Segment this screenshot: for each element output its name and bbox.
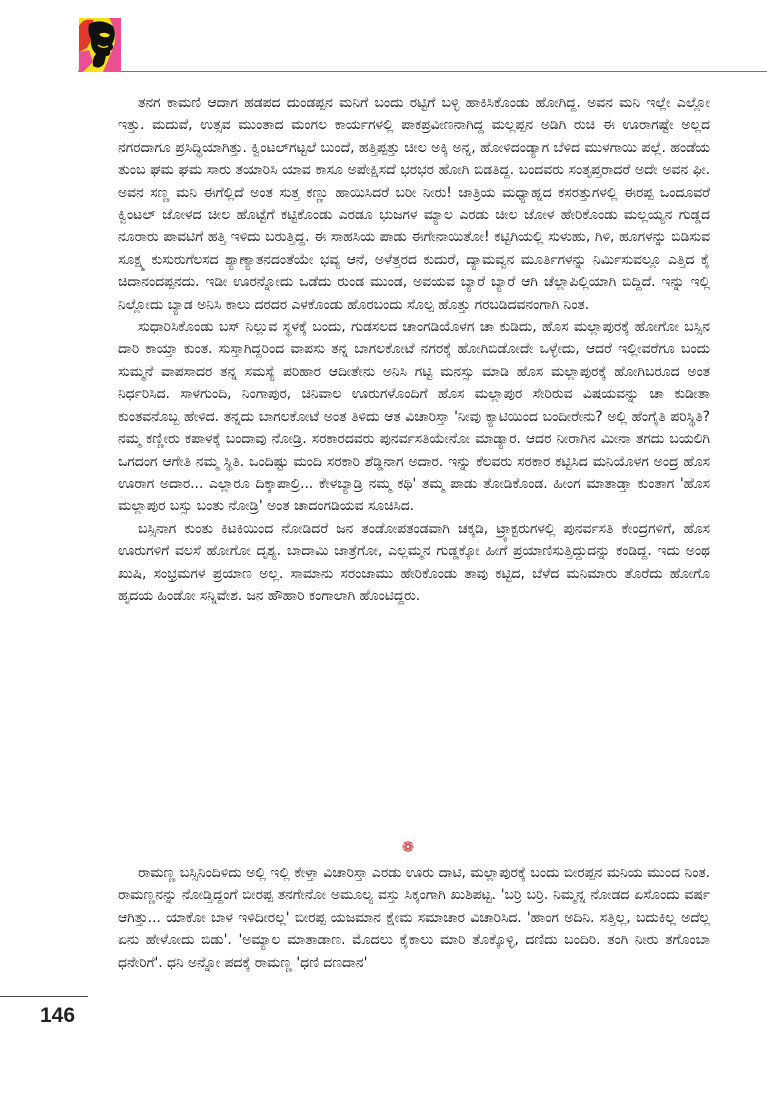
body-text-bottom [118,862,710,974]
page-number: 146 [40,1004,76,1027]
paragraph: ತನಗ ಕಾಮಣಿ ಆದಾಗ ಹಡಪದ ದುಂಡಪ್ಪನ ಮನಿಗೆ ಬಂದು ರಟ್ಟಿಗೆ ಬಳ್ಳಿ ಹಾಕಿಸಿಕೊಂಡು ಹೋಗಿದ್ದ. ಅವನ ಮನಿ ಇಲ್ಲೇ ಎಲ್ಲೋ ಇತ್ತು. ಮದುವೆ, ಉತ್ಸವ ಮುಂತಾದ ಮಂಗಲ ಕಾರ್ಯಗಳಲ್ಲಿ ಪಾಕಪ್ರವೀಣನಾಗಿದ್ದ ಮಲ್ಲಪ್ಪನ ಅಡಿಗಿ ರುಚಿ ಈ ಊರಾಗಷ್ಟೇ ಅಲ್ಲದ ನಗರದಾಗೂ ಪ್ರಸಿದ್ಧಿಯಾಗಿತ್ತು. ಕ್ವಿಂಟಲ್‌ಗಟ್ಟಲೆ ಬುಂದೆ, ಹತ್ತಿಪ್ಪತ್ತು ಚೀಲ ಅಕ್ಕಿ ಅನ್ನ, ಹೋಳಿದಂಡ್ಯಾಗ ಬೆಳಿದ ಮುಳಗಾಯಿ ಪಲ್ಲೆ. ಹಂಡೆಯ ತುಂಬ ಘಮ ಘಮ ಸಾರು ತಯಾರಿಸಿ ಯಾವ ಕಾಸೂ ಅಪೇಕ್ಷಿಸದೆ ಭರಭರ ಹೋಗಿ ಬಿಡತಿದ್ದ. ಬಂದವರು ಸಂತೃಪ್ತರಾದರೆ ಅದೇ ಅವನ ಫೀ. ಅವನ ಸಣ್ಣ ಮನಿ ಈಗೆಲ್ಲಿದೆ ಅಂತ ಸುತ್ತ ಕಣ್ಣು ಹಾಯಿಸಿದರೆ ಬರೀ ನೀರು! ಜಾತ್ರಿಯ ಮಧ್ಯಾಹ್ನದ ಕಸರತ್ತುಗಳಲ್ಲಿ ಈರಪ್ಪ ಒಂದೂವರೆ ಕ್ವಿಂಟಲ್ ಜೋಳದ ಚೀಲ ಹೊಟ್ಟೆಗೆ ಕಟ್ಟಿಕೊಂಡು ಎರಡೂ ಭುಜಗಳ ಮ್ಯಾಲ ಎರಡು ಚೀಲ ಜೋಳ ಹೇರಿಕೊಂಡು ಮಲ್ಲಯ್ಯನ ಗುಡ್ಡದ ನೂರಾರು ಪಾವಟಿಗೆ ಹತ್ತಿ ಇಳಿದು ಬರುತ್ತಿದ್ದ. ಈ ಸಾಹಸಿಯ ಪಾಡು ಈಗೇನಾಯಿತೋ! ಕಟ್ಟಿಗಿಯಲ್ಲಿ ಸುಳುಹು, ಗಿಳಿ, ಹೂಗಳನ್ನು ಬಿಡಿಸುವ ಸೂಕ್ಷ್ಮ ಕುಸುರುಗೆಲಸದ ಶ್ಯಾಣ್ಯಾತನದಂತೆಯೇ ಭವ್ಯ ಆನೆ, ಅಳೆತ್ತರದ ಕುದುರೆ, ದ್ಯಾಮವ್ವನ ಮೂರ್ತಿಗಳನ್ನು ನಿರ್ಮಿಸುವಲ್ಲೂ ಎತ್ತಿದ ಕೈ ಚಿದಾನಂದಪ್ಪನದು. ಇಡೀ ಊರನ್ನೋದು ಒಡೆದು ರುಂಡ ಮುಂಡ, ಅವಯವ ಬ್ಯಾರೆ ಬ್ಯಾರೆ ಆಗಿ ಚೆಲ್ಲಾಪಿಲ್ಲಿಯಾಗಿ ಬಿದ್ದಿದೆ. ಇನ್ನು ಇಲ್ಲಿ ನಿಲ್ಲೋದು ಬ್ಯಾಡ ಅನಿಸಿ ಕಾಲು ದರದರ ಎಳಕೊಂಡು ಹೊರಬಂದು ಸೊಲ್ಪ ಹೊತ್ತು ಗರಬಡಿದವನಂಗಾಗಿ ನಿಂತ. [118,95,710,313]
face-profile-logo-icon [79,18,121,72]
paragraph: ಬಸ್ಸಿನಾಗ ಕುಂತು ಕಿಟಕಿಯಿಂದ ನೋಡಿದರೆ ಜನ ತಂಡೋಪತಂಡವಾಗಿ ಚಕ್ಕಡಿ, ಟ್ರ್ಯಾಕ್ಟರುಗಳಲ್ಲಿ ಪುನರ್ವಸತಿ ಕೇಂದ್ರಗಳಿಗೆ, ಹೊಸ ಊರುಗಳಿಗೆ ವಲಸೆ ಹೋಗೋ ದೃಶ್ಯ. ಬಾದಾಮಿ ಜಾತ್ರೆಗೋ, ಎಲ್ಲಮ್ಮನ ಗುಡ್ಡಕ್ಕೋ ಹೀಗೆ ಪ್ರಯಾಣಿಸುತ್ತಿದ್ದುದನ್ನು ಕಂಡಿದ್ದ. ಇದು ಅಂಥ ಖುಷಿ, ಸಂಭ್ರಮಗಳ ಪ್ರಯಾಣ ಅಲ್ಲ. ಸಾಮಾನು ಸರಂಜಾಮು ಹೇರಿಕೊಂಡು ತಾವು ಕಟ್ಟಿದ, ಬೆಳೆದ ಮನಿಮಾರು ತೊರೆದು ಹೋಗೊ ಹೃದಯ ಹಿಂಡೋ ಸನ್ನಿವೇಶ. ಜನ ಹೌಹಾರಿ ಕಂಗಾಲಾಗಿ ಹೊಂಟಿದ್ದರು. [118,520,710,604]
paragraph: ರಾಮಣ್ಣ ಬಸ್ಸಿನಿಂದಿಳಿದು ಅಲ್ಲಿ ಇಲ್ಲಿ ಕೇಳ್ತಾ ವಿಚಾರಿಸ್ತಾ ಎರಡು ಊರು ದಾಟಿ, ಮಲ್ಲಾಪುರಕ್ಕೆ ಬಂದು ಬೀರಪ್ಪನ ಮನಿಯ ಮುಂದ ನಿಂತ. ರಾಮಣ್ಣನನ್ನು ನೋಡ್ತಿದ್ದಂಗೆ ಬೀರಪ್ಪ ತನಗೇನೋ ಅಮೂಲ್ಯ ವಸ್ತು ಸಿಕ್ಕಂಗಾಗಿ ಖುಶಿಪಟ್ಟ. 'ಬರ್ರಿ ಬರ್ರಿ. ನಿಮ್ಮನ್ನ ನೋಡದ ಏಸೊಂದು ವರ್ಷ ಆಗಿತ್ತು... ಯಾಕೋ ಬಾಳ ಇಳಿದೀರಲ್ಲ' ಬೀರಪ್ಪ ಯಜಮಾನ ಕ್ಷೇಮ ಸಮಾಚಾರ ವಿಚಾರಿಸಿದ. 'ಹಾಂಗ ಅದಿನಿ. ಸತ್ತಿಲ್ಲ, ಬದುಕಿಲ್ಲ ಅದೆಲ್ಲ ಏನು ಹೇಳೋದು ಬಿಡು'. 'ಅಮ್ಯಾಲ ಮಾತಾಡಾಣ. ಮೊದಲು ಕೈಕಾಲು ಮಾರಿ ತೊಕ್ಕೊಳ್ಳಿ, ದಣಿದು ಬಂದಿರಿ. ತಂಗಿ ನೀರು ತಗೊಂಬಾ ಧನೇರಿಗೆ'. ಧನಿ ಅನ್ನೋ ಪದಕ್ಕೆ ರಾಮಣ್ಣ 'ಧಣಿ ದಣದಾನ' [118,865,710,971]
paragraph: ಸುಧಾರಿಸಿಕೊಂಡು ಬಸ್ ನಿಲ್ಲುವ ಸ್ಥಳಕ್ಕೆ ಬಂದು, ಗುಡಸಲದ ಚಾಂಗಡಿಯೊಳಗ ಚಾ ಕುಡಿದು, ಹೊಸ ಮಲ್ಲಾಪುರಕ್ಕೆ ಹೋಗೋ ಬಸ್ಸಿನ ದಾರಿ ಕಾಯ್ತಾ ಕುಂತ. ಸುಸ್ತಾಗಿದ್ದರಿಂದ ವಾಪಸು ತನ್ನ ಬಾಗಲಕೋಟೆ ನಗರಕ್ಕೆ ಹೋಗಿಬಿಡೋದೇ ಒಳ್ಳೇದು, ಆದರೆ ಇಲ್ಲೀವರೆಗೂ ಬಂದು ಸುಮ್ಮನೆ ವಾಪಸಾದರ ತನ್ನ ಸಮಸ್ಯೆ ಪರಿಹಾರ ಆದೀತೇನು ಅನಿಸಿ ಗಟ್ಟಿ ಮನಸ್ಸು ಮಾಡಿ ಹೊಸ ಮಲ್ಲಾಪುರಕ್ಕೆ ಹೋಗಿಬರೂದ ಅಂತ ನಿರ್ಧರಿಸಿದ. ಸಾಳಗುಂದಿ, ನಿಂಗಾಪುರ, ಚಿನಿವಾಲ ಊರುಗಳೊಂದಿಗೆ ಹೊಸ ಮಲ್ಲಾಪುರ ಸೇರಿರುವ ವಿಷಯವನ್ನು ಚಾ ಕುಡೀತಾ ಕುಂತವನೊಬ್ಬ ಹೇಳಿದ. ತನ್ನದು ಬಾಗಲಕೋಟೆ ಅಂತ ತಿಳಿದು ಆತ ವಿಚಾರಿಸ್ತಾ 'ನೀವು ಕ್ಯಾಟಿಯಿಂದ ಬಂದೀರೇನು? ಅಲ್ಲಿ ಹೆಂಗೈತಿ ಪರಿಸ್ಥಿತಿ? ನಮ್ಮ ಕಣ್ಣೀರು ಕಪಾಳಕ್ಕೆ ಬಂದಾವು ನೋಡ್ರಿ. ಸರಕಾರದವರು ಪುನರ್ವಸತಿಯೇನೋ ಮಾಡ್ಯಾರ. ಆದರ ನೀರಾಗಿನ ಮೀನಾ ತಗದು ಬಯಲಿಗಿ ಒಗದಂಗ ಆಗೇತಿ ನಮ್ಮ ಸ್ಥಿತಿ. ಒಂದಿಷ್ಟು ಮಂದಿ ಸರಕಾರಿ ಶೆಡ್ಡಿನಾಗ ಅದಾರ. ಇನ್ನು ಕೆಲವರು ಸರಕಾರ ಕಟ್ಟಿಸಿದ ಮನಿಯೊಳಗ ಅಂದ್ರ ಹೊಸ ಊರಾಗ ಅದಾರ... ಎಲ್ಲಾರೂ ದಿಕ್ಕಾಪಾಲ್ರಿ... ಕೇಳಬ್ಯಾಡ್ರಿ ನಮ್ಮ ಕಥಿ' ತಮ್ಮ ಪಾಡು ತೋಡಿಕೊಂಡ. ಹೀಂಗ ಮಾತಾಡ್ತಾ ಕುಂತಾಗ 'ಹೊಸ ಮಲ್ಲಾಪುರ ಬಸ್ಸು ಬಂತು ನೋಡ್ರಿ' ಅಂತ ಚಾದಂಗಡಿಯವ ಸೂಚಿಸಿದ. [118,319,710,515]
section-ornament-icon: ❁ [401,838,415,856]
header-rule [78,71,767,72]
footer-rule [0,996,88,997]
body-text-top [118,92,710,607]
